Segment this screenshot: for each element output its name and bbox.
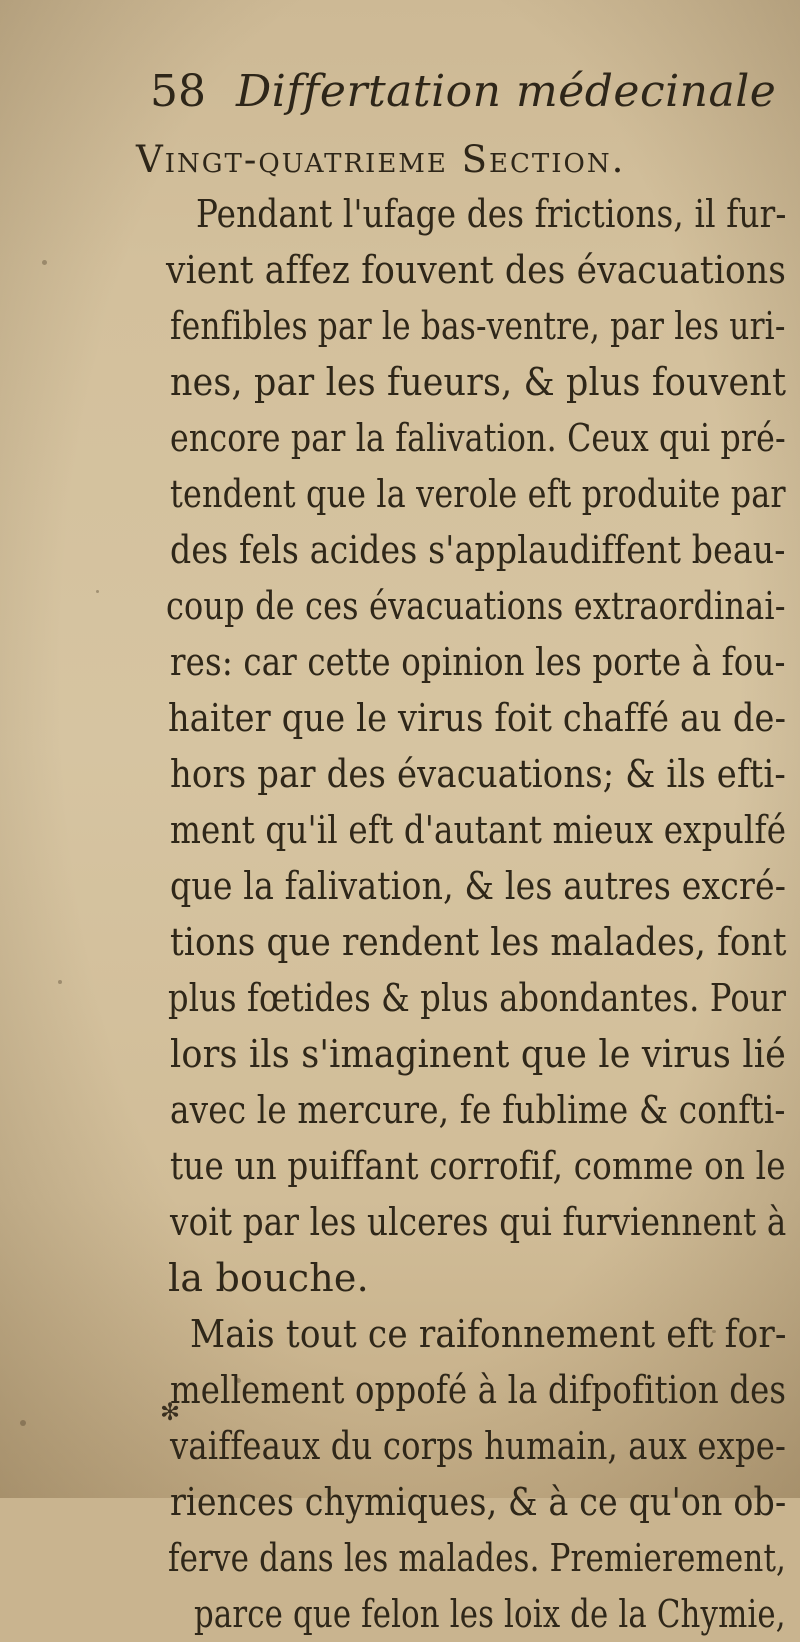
text-line: encore par la falivation. Ceux qui pré- <box>170 416 786 460</box>
paper-speck <box>42 260 47 265</box>
text-line: voit par les ulceres qui furviennent à <box>170 1200 787 1244</box>
text-line: hors par des évacuations; & ils efti- <box>170 752 786 796</box>
text-line: que la falivation, & les autres excré- <box>170 864 787 908</box>
text-line: coup de ces évacuations extraordinai- <box>166 584 786 628</box>
running-header <box>150 62 777 122</box>
text-line: fenfibles par le bas-ventre, par les uri- <box>170 304 786 348</box>
text-line: la bouche. <box>168 1256 369 1300</box>
text-line: mellement oppofé à la difpofition des <box>170 1368 787 1412</box>
text-line: vaiffeaux du corps humain, aux expe- <box>170 1424 787 1468</box>
text-line: Pendant l'ufage des frictions, il fur- <box>196 192 787 236</box>
text-line: parce que felon les loix de la Chymie, <box>194 1592 786 1636</box>
paper-speck <box>96 590 99 593</box>
text-line: res: car cette opinion les porte à fou- <box>170 640 786 684</box>
running-title: Differtation médecinale <box>236 66 777 117</box>
text-line: ment qu'il eft d'autant mieux expulfé <box>170 808 787 852</box>
printer-ornament: ✻ <box>160 1398 181 1426</box>
text-line: ferve dans les malades. Premierement, <box>168 1536 787 1580</box>
text-line: haiter que le virus foit chaffé au de- <box>168 696 787 740</box>
text-line: lors ils s'imaginent que le virus lié <box>170 1032 787 1076</box>
text-line: tue un puiffant corrofif, comme on le <box>170 1144 786 1188</box>
text-line: tendent que la verole eft produite par <box>170 472 786 516</box>
text-line: tions que rendent les malades, font <box>170 920 787 964</box>
text-line: plus fœtides & plus abondantes. Pour <box>168 976 787 1020</box>
paper-speck <box>58 980 62 984</box>
text-line: avec le mercure, fe fublime & confti- <box>170 1088 786 1132</box>
text-line: Mais tout ce raifonnement eft for- <box>190 1312 787 1356</box>
paper-speck <box>20 1420 26 1426</box>
text-line: vient affez fouvent des évacuations <box>166 248 787 292</box>
text-line: des fels acides s'applaudiffent beau- <box>170 528 786 572</box>
text-line: nes, par les fueurs, & plus fouvent <box>170 360 787 404</box>
section-title: Vingt-quatrieme Section. <box>136 138 626 181</box>
page-number: 58 <box>150 66 206 117</box>
text-line: riences chymiques, & à ce qu'on ob- <box>170 1480 787 1524</box>
